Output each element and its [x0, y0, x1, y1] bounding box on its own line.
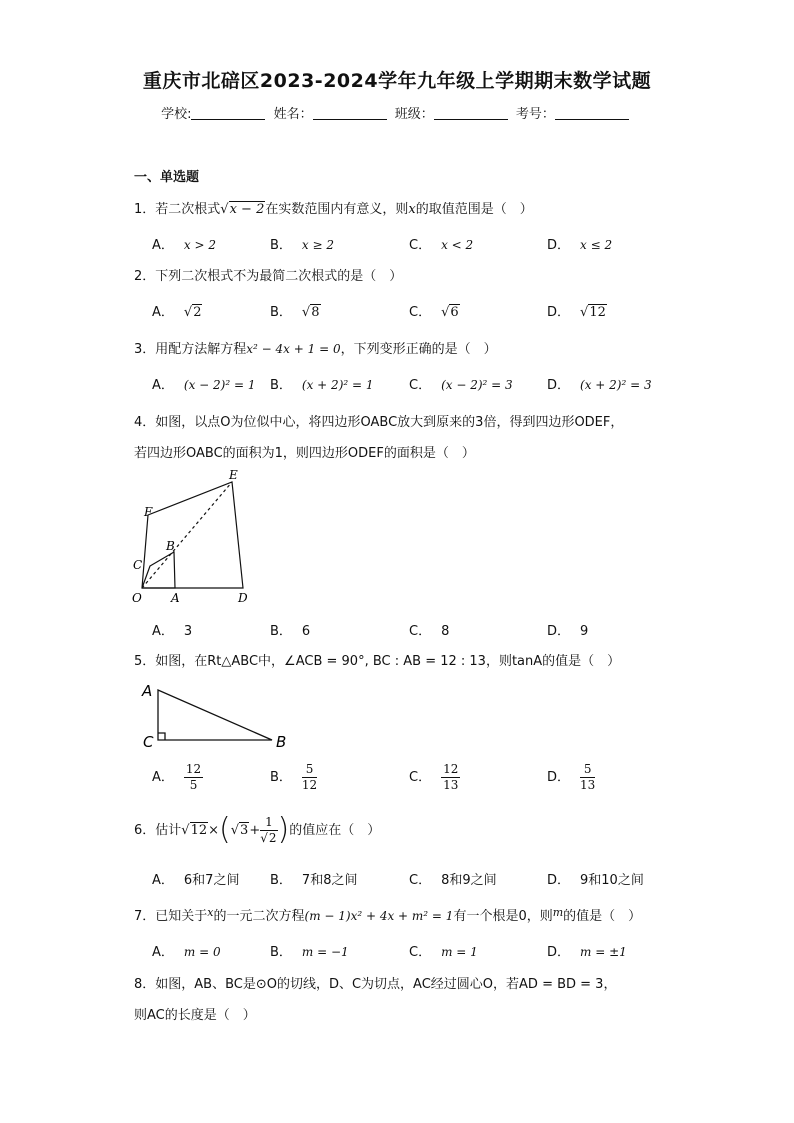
q1-option-a[interactable]: A． x > 2: [152, 238, 216, 253]
school-blank[interactable]: [191, 106, 265, 120]
q2-options: [152, 301, 712, 325]
label-c: C: [133, 558, 143, 572]
q6-option-b[interactable]: B． 7和8之间: [270, 873, 358, 888]
q1-var: x: [408, 202, 416, 217]
q3-option-d[interactable]: D． (x + 2)² = 3: [547, 378, 652, 393]
label-b: B: [166, 539, 175, 553]
exam-no-blank[interactable]: [555, 106, 629, 120]
q1-suffix2: 的取值范围是（ ）: [415, 202, 533, 217]
q1-option-b[interactable]: B． x ≥ 2: [270, 238, 335, 253]
q5-option-b[interactable]: B． $\frac{5}{12}$: [270, 762, 318, 792]
q3-option-a[interactable]: A． (x − 2)² = 1: [152, 378, 256, 393]
question-3: 3．用配方法解方程x² − 4x + 1 = 0，下列变形正确的是（ ）: [134, 342, 497, 357]
q7-equation: (m − 1)x² + 4x + m² = 1: [304, 909, 454, 923]
q7-options: [152, 941, 712, 965]
q3-option-b[interactable]: B． (x + 2)² = 1: [270, 378, 374, 393]
label-e: E: [229, 468, 238, 482]
class-blank[interactable]: [434, 106, 508, 120]
q5-option-c[interactable]: C． $\frac{12}{13}$: [409, 762, 459, 792]
q5-figure: [138, 678, 298, 750]
q7-option-a[interactable]: A． m = 0: [152, 945, 221, 960]
q6-option-d[interactable]: D． 9和10之间: [547, 873, 644, 888]
triangle-abc: [158, 690, 272, 740]
label-b: B: [276, 733, 287, 750]
right-angle-mark: [158, 733, 165, 740]
label-f: F: [144, 505, 153, 519]
question-6: 6．估计√12×(√3+ $\frac{1}{√2}$ )的值应在（ ）: [134, 812, 381, 847]
class-label: 班级：: [394, 107, 434, 122]
q4-option-a[interactable]: A． 3: [152, 624, 193, 639]
q1-suffix: 在实数范围内有意义，则: [265, 202, 409, 217]
q2-option-a[interactable]: A． √2: [152, 305, 202, 320]
q4-options: [152, 620, 712, 644]
question-7: 7．已知关于$^x$的一元二次方程(m − 1)x² + 4x + m² = 1有一个根是0，则$^m$的值是（ ）: [134, 906, 642, 924]
exam-no-label: 考号：: [515, 107, 555, 122]
q2-option-b[interactable]: B． √8: [270, 305, 320, 320]
q6-option-a[interactable]: A． 6和7之间: [152, 873, 240, 888]
q3-equation: x² − 4x + 1 = 0: [246, 342, 341, 356]
q2-option-c[interactable]: C． √6: [409, 305, 459, 320]
quad-odef: [142, 482, 243, 588]
dashed-line-oe: [142, 482, 232, 588]
question-5: 5．如图，在Rt△ABC中，∠ACB = 90°, BC : AB = 12 : 13，则tanA的值是（ ）: [134, 654, 621, 669]
question-8-line1: 8．如图，AB、BC是⊙O的切线，D、C为切点，AC经过圆心O，若AD = BD = 3，: [134, 977, 617, 992]
school-label: 学校:: [161, 107, 192, 122]
student-info-row: [0, 103, 794, 122]
q1-prefix: 1．若二次根式: [134, 202, 221, 217]
q3-option-c[interactable]: C． (x − 2)² = 3: [409, 378, 513, 393]
label-c: C: [143, 733, 154, 750]
name-blank[interactable]: [313, 106, 387, 120]
label-a: A: [171, 591, 180, 605]
q7-option-c[interactable]: C． m = 1: [409, 945, 478, 960]
q1-option-c[interactable]: C． x < 2: [409, 238, 474, 253]
q4-option-b[interactable]: B． 6: [270, 624, 311, 639]
q4-option-d[interactable]: D． 9: [547, 624, 589, 639]
q1-radical: √x − 2: [220, 202, 265, 217]
label-d: D: [238, 591, 248, 605]
question-4-line2: 若四边形OABC的面积为1，则四边形ODEF的面积是（ ）: [134, 446, 475, 461]
q4-figure: [128, 468, 258, 608]
q6-option-c[interactable]: C． 8和9之间: [409, 873, 497, 888]
q3-options: [152, 374, 712, 398]
q2-option-d[interactable]: D． √12: [547, 305, 606, 320]
exam-title: 重庆市北碚区2023-2024学年九年级上学期期末数学试题: [142, 70, 652, 92]
q6-options: [152, 869, 712, 893]
label-o: O: [132, 591, 142, 605]
label-a: A: [142, 682, 153, 700]
q5-option-d[interactable]: D． $\frac{5}{13}$: [547, 762, 596, 792]
question-1: [134, 198, 533, 217]
q7-option-d[interactable]: D． m = ±1: [547, 945, 627, 960]
q5-option-a[interactable]: A． $\frac{12}{5}$: [152, 762, 202, 792]
q5-options: [152, 762, 712, 792]
q4-option-c[interactable]: C． 8: [409, 624, 450, 639]
q1-option-d[interactable]: D． x ≤ 2: [547, 238, 613, 253]
question-8-line2: 则AC的长度是（ ）: [134, 1008, 256, 1023]
q7-option-b[interactable]: B． m = −1: [270, 945, 349, 960]
section-title: 一、单选题: [134, 170, 200, 185]
q1-options: [152, 234, 712, 258]
question-4-line1: 4．如图，以点O为位似中心，将四边形OABC放大到原来的3倍，得到四边形ODEF，: [134, 415, 624, 430]
question-2: 2．下列二次根式不为最简二次根式的是（ ）: [134, 269, 403, 284]
name-label: 姓名：: [273, 107, 313, 122]
